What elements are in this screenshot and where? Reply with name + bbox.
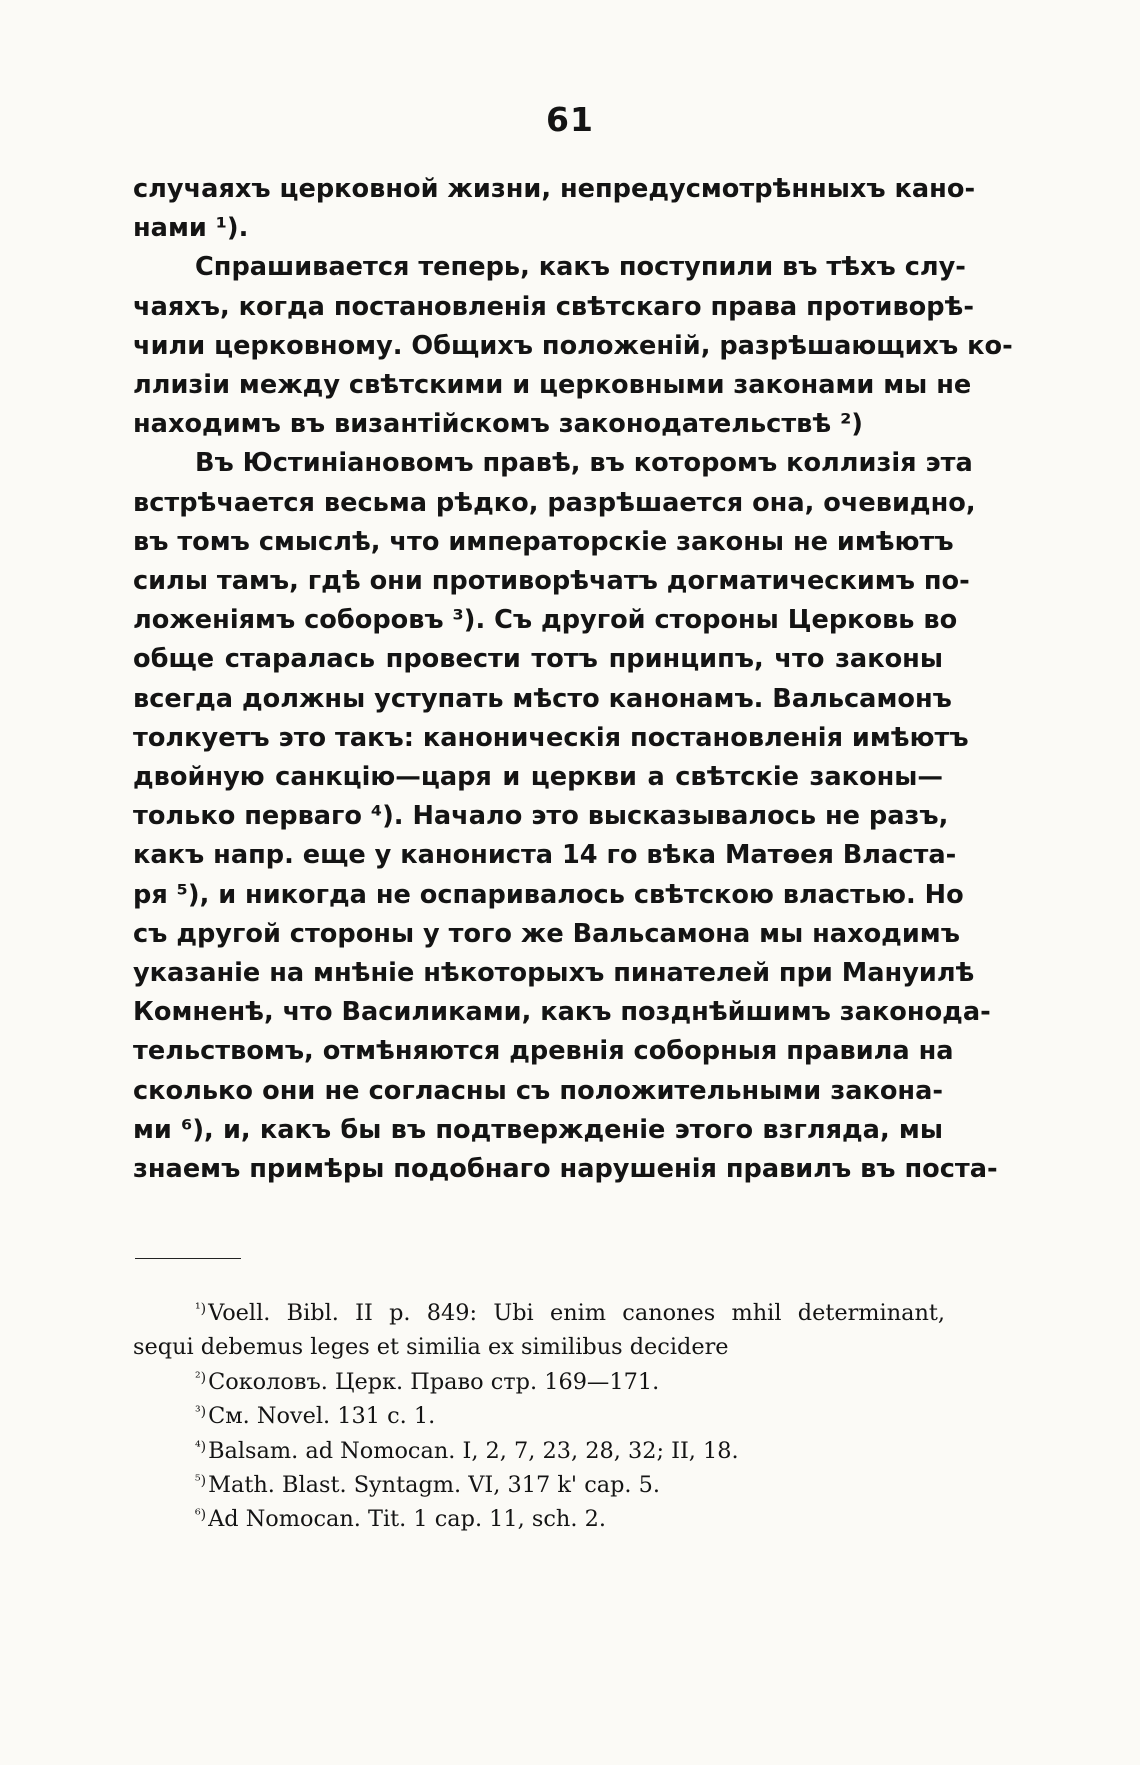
- text-line: двойную санкцію—царя и церкви а свѣтскіе законы—: [133, 762, 943, 793]
- footnote-marker: ²): [195, 1369, 207, 1386]
- footnote-4: [133, 1434, 945, 1468]
- text-line: тельствомъ, отмѣняются древнія соборныя правила на: [133, 1036, 954, 1067]
- footnote-text: Voell. Bibl. II p. 849: Ubi enim canones mhil determinant,: [208, 1300, 945, 1326]
- text-line: какъ напр. еще у канониста 14 го вѣка Матѳея Власта-: [133, 840, 957, 871]
- text-line: чаяхъ, когда постановленія свѣтскаго права противорѣ-: [133, 291, 975, 322]
- main-text: [133, 170, 1013, 1189]
- text-line: съ другой стороны у того же Вальсамона мы находимъ: [133, 918, 960, 949]
- footnote-5: [133, 1468, 945, 1502]
- text-line: находимъ въ византійскомъ законодательствѣ ²): [133, 409, 864, 440]
- text-line: нами ¹).: [133, 213, 249, 244]
- text-line: обще старалась провести тотъ принципъ, что законы: [133, 644, 943, 675]
- text-line: ми ⁶), и, какъ бы въ подтвержденіе этого взгляда, мы: [133, 1114, 943, 1145]
- text-line: въ томъ смыслѣ, что императорскіе законы не имѣютъ: [133, 526, 954, 557]
- text-line: знаемъ примѣры подобнаго нарушенія правилъ въ поста-: [133, 1154, 998, 1185]
- text-line: ря ⁵), и никогда не оспаривалось свѣтскою властью. Но: [133, 879, 964, 910]
- footnote-text: sequi debemus leges et similia ex similibus decidere: [133, 1334, 729, 1361]
- footnote-3: [133, 1399, 945, 1433]
- footnote-marker: ⁴): [195, 1438, 207, 1455]
- text-line: сколько они не согласны съ положительными закона-: [133, 1075, 943, 1106]
- footnote-6: [133, 1502, 945, 1536]
- footnote-divider: [135, 1258, 241, 1259]
- footnote-text: Math. Blast. Syntagm. VI, 317 k' cap. 5.: [208, 1472, 661, 1499]
- footnote-text: См. Novel. 131 c. 1.: [208, 1403, 436, 1430]
- footnote-text: Balsam. ad Nomocan. I, 2, 7, 23, 28, 32; II, 18.: [208, 1437, 739, 1464]
- text-line: чили церковному. Общихъ положеній, разрѣшающихъ ко-: [133, 330, 1013, 361]
- footnote-1: [133, 1296, 945, 1330]
- text-line: толкуетъ это такъ: каноническія постановленія имѣютъ: [133, 722, 969, 753]
- text-line: ложеніямъ соборовъ ³). Съ другой стороны Церковь во: [133, 605, 958, 636]
- text-line: Комненѣ, что Василиками, какъ позднѣйшимъ законода-: [133, 997, 991, 1028]
- text-line: силы тамъ, гдѣ они противорѣчатъ догматическимъ по-: [133, 566, 970, 597]
- footnote-marker: ⁵): [195, 1473, 207, 1490]
- footnote-marker: ³): [195, 1404, 207, 1421]
- text-line: ллизіи между свѣтскими и церковными законами мы не: [133, 370, 972, 401]
- footnote-2: [133, 1365, 945, 1399]
- footnote-marker: ¹): [195, 1301, 207, 1317]
- text-line: случаяхъ церковной жизни, непредусмотрѣнныхъ кано-: [133, 174, 976, 204]
- text-line: Спрашивается теперь, какъ поступили въ тѣхъ слу-: [195, 252, 966, 283]
- footnote-marker: ⁶): [195, 1507, 207, 1524]
- footnote-text: Соколовъ. Церк. Право стр. 169—171.: [208, 1368, 660, 1395]
- text-line: только перваго ⁴). Начало это высказывалось не разъ,: [133, 801, 949, 832]
- footnotes: [133, 1296, 945, 1537]
- text-line: встрѣчается весьма рѣдко, разрѣшается она, очевидно,: [133, 487, 976, 518]
- page-number: 61: [546, 100, 594, 139]
- footnote-text: Ad Nomocan. Tit. 1 cap. 11, sch. 2.: [208, 1506, 606, 1533]
- text-line: Въ Юстиніановомъ правѣ, въ которомъ коллизія эта: [195, 448, 973, 479]
- text-line: указаніе на мнѣніе нѣкоторыхъ пинателей при Мануилѣ: [133, 958, 975, 989]
- footnote-1-continuation: [133, 1330, 945, 1364]
- text-line: всегда должны уступать мѣсто канонамъ. Вальсамонъ: [133, 683, 952, 714]
